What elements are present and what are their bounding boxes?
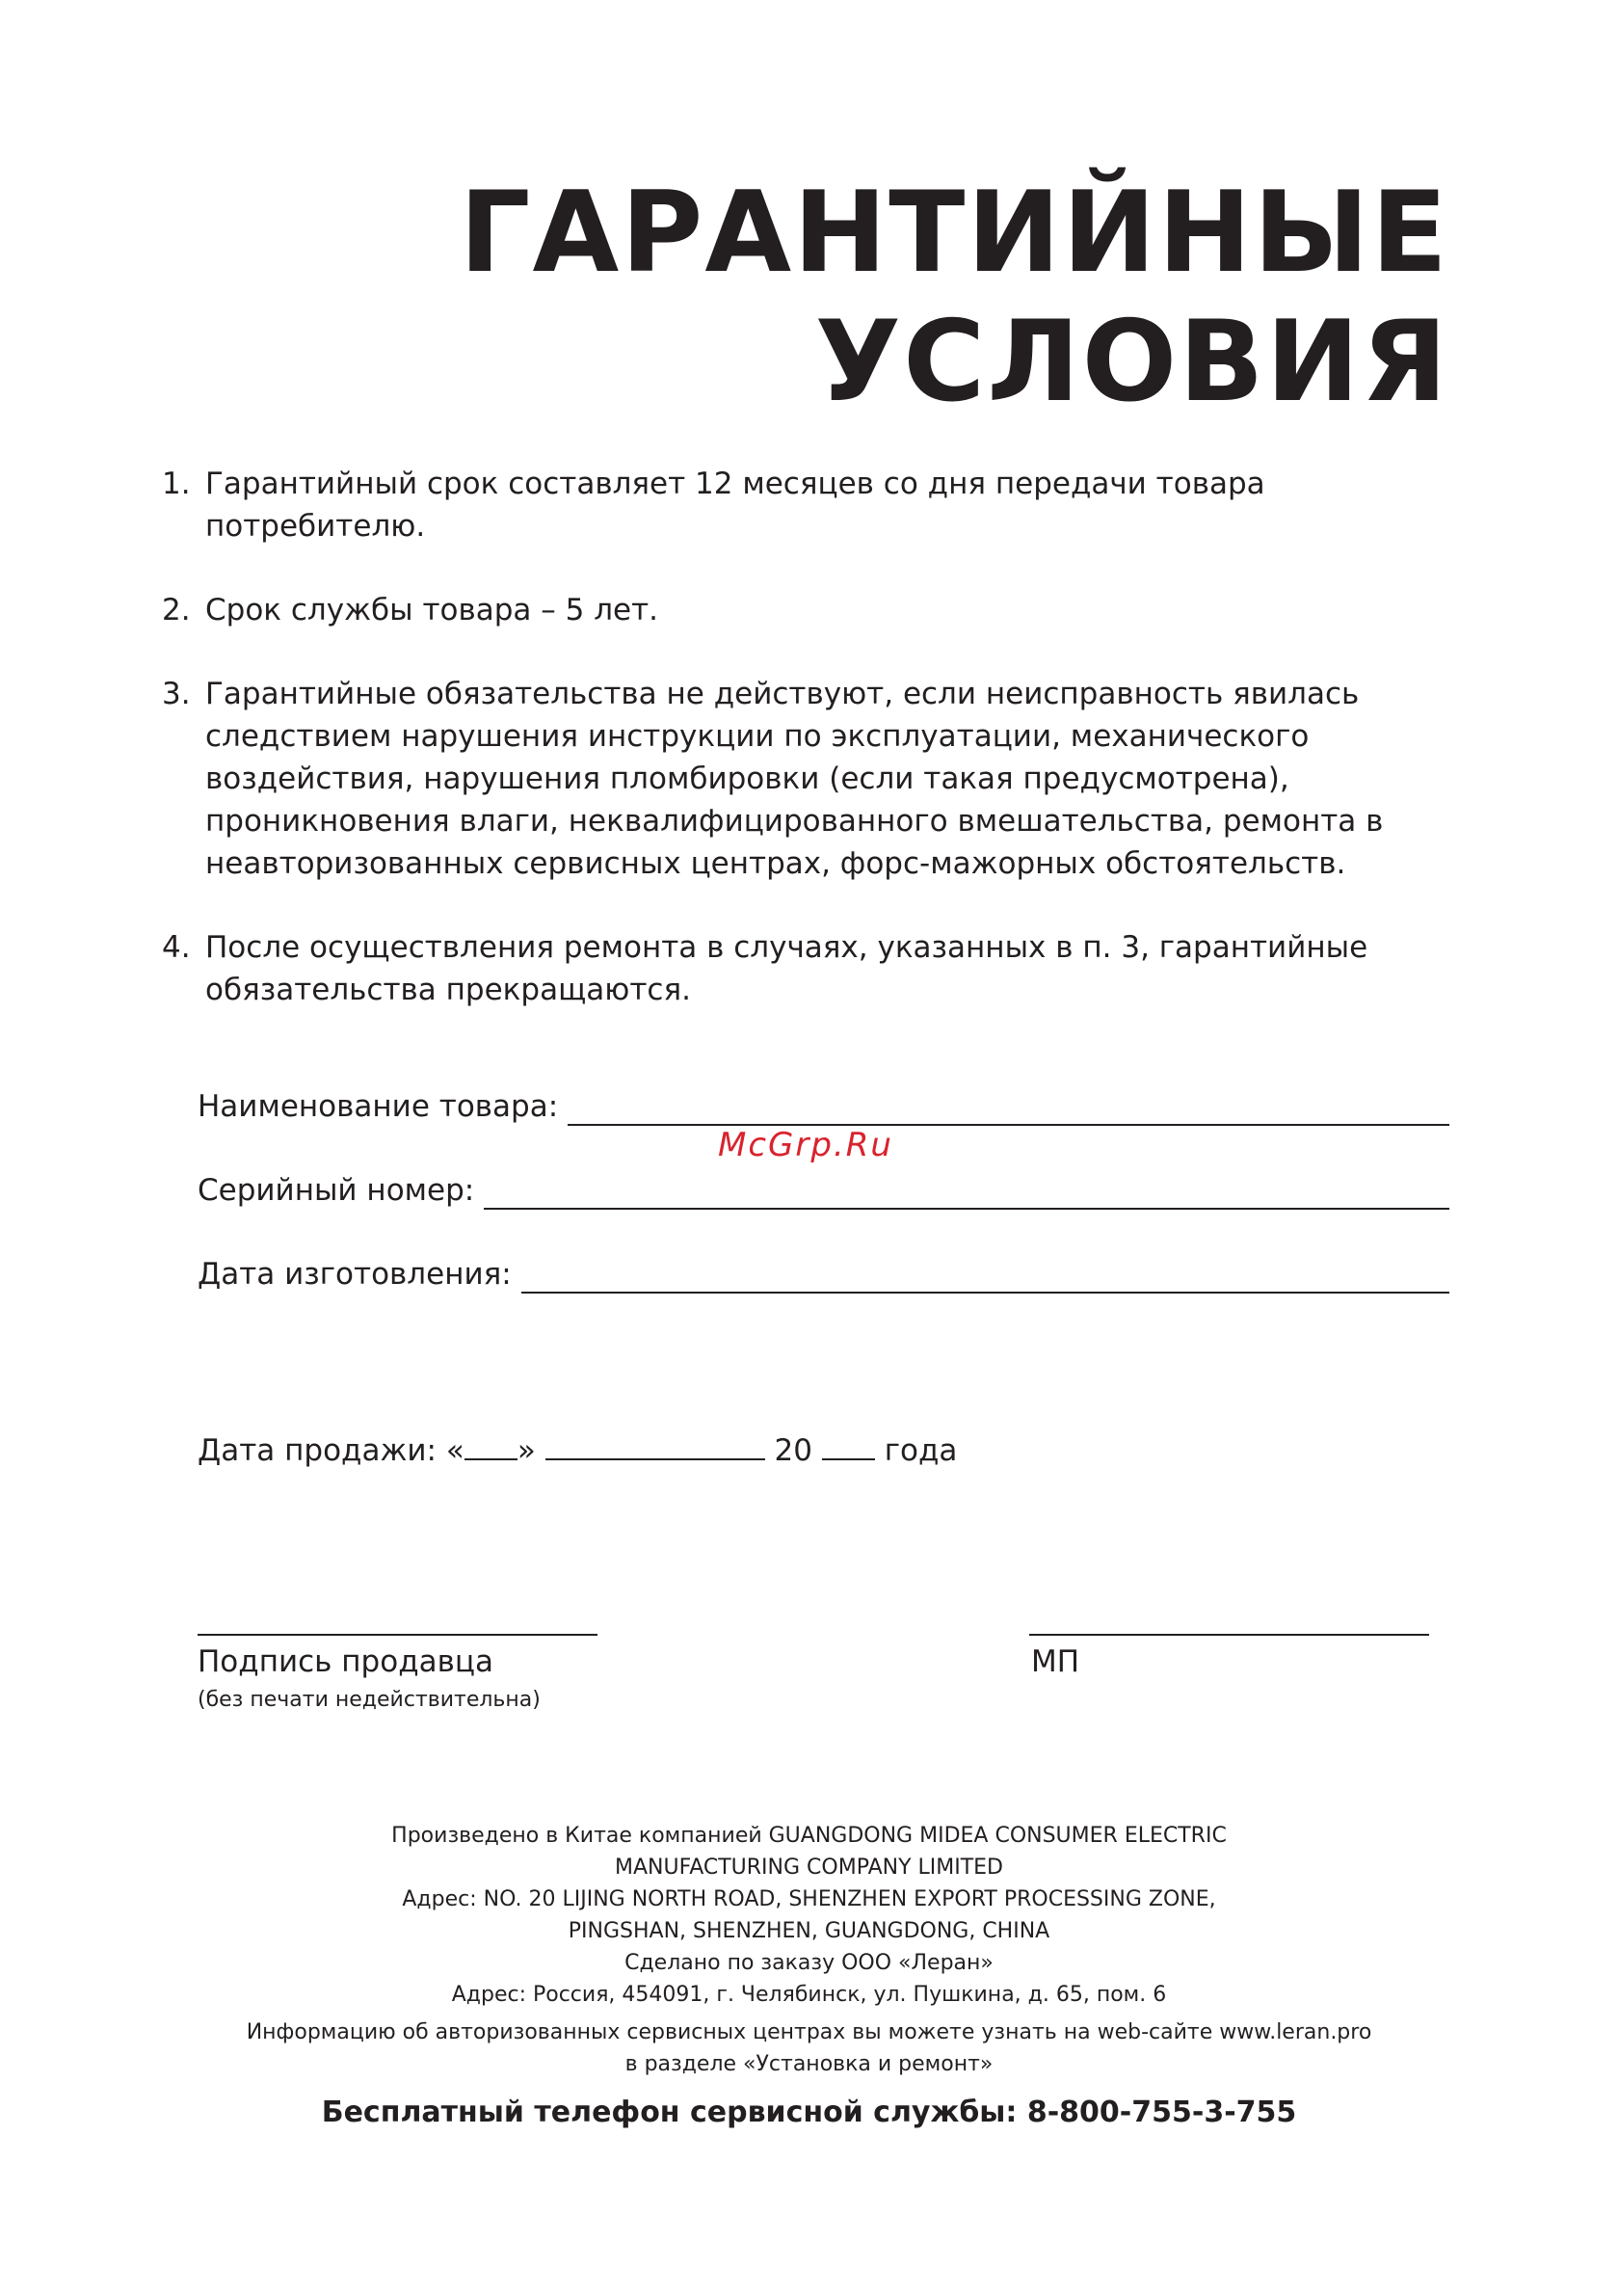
footer-line: Произведено в Китае компанией GUANGDONG MIDEA CONSUMER ELECTRIC [391, 1824, 1227, 1848]
product-name-field [198, 1087, 1449, 1126]
warranty-terms-list [162, 463, 1472, 1053]
title-line-1: ГАРАНТИЙНЫЕ [459, 168, 1449, 298]
sale-date-field [198, 1431, 957, 1470]
service-info-line: в разделе «Установка и ремонт» [624, 2052, 994, 2076]
product-name-line[interactable] [568, 1095, 1449, 1126]
term-text: Гарантийные обязательства не действуют, если неисправность явилась следствием нарушения инструкции по эксплуатации, механического воздействия, нарушения пломбировки (если такая предусмотрена), проникновения влаги, неквалифицированного вмешательства, ремонта в неавторизованных сервисных центрах, форс-мажорных обстоятельств. [205, 677, 1384, 881]
sale-month-blank[interactable] [545, 1431, 765, 1460]
seller-signature-note: (без печати недействительна) [198, 1688, 541, 1712]
manufacture-date-label: Дата изготовления: [198, 1257, 512, 1292]
footer-line: Адрес: Россия, 454091, г. Челябинск, ул. Пушкина, д. 65, пом. 6 [451, 1983, 1167, 2007]
term-number: 2. [162, 593, 191, 627]
sale-year-blank[interactable] [822, 1431, 875, 1460]
footer-line: MANUFACTURING COMPANY LIMITED [614, 1855, 1003, 1880]
manufacturer-info [0, 1820, 1618, 2080]
manufacture-date-line[interactable] [521, 1263, 1449, 1294]
seller-signature-label: Подпись продавца [198, 1644, 494, 1679]
service-hotline: Бесплатный телефон сервисной службы: 8-800-755-3-755 [321, 2096, 1297, 2129]
term-number: 4. [162, 930, 191, 965]
page-title [460, 169, 1449, 427]
stamp-line[interactable] [1029, 1634, 1429, 1636]
close-quote: » [517, 1433, 536, 1468]
product-name-label: Наименование товара: [198, 1089, 559, 1124]
year-word: года [884, 1433, 958, 1468]
serial-number-label: Серийный номер: [198, 1173, 475, 1208]
term-number: 3. [162, 677, 191, 711]
watermark: McGrp.Ru [718, 1126, 893, 1164]
term-number: 1. [162, 467, 191, 501]
term-item [162, 589, 1472, 631]
footer-line: Сделано по заказу ООО «Леран» [624, 1951, 994, 1975]
term-item [162, 926, 1472, 1011]
century-prefix: 20 [774, 1433, 812, 1468]
serial-number-field [198, 1171, 1449, 1210]
footer-line: PINGSHAN, SHENZHEN, GUANGDONG, CHINA [568, 1919, 1050, 1943]
seller-signature-line[interactable] [198, 1634, 597, 1636]
service-info-line: Информацию об авторизованных сервисных центрах вы можете узнать на web-сайте www.leran.pro [246, 2020, 1372, 2044]
open-quote: « [445, 1433, 464, 1468]
sale-day-blank[interactable] [464, 1431, 517, 1460]
stamp-label: МП [1031, 1644, 1080, 1679]
term-text: После осуществления ремонта в случаях, указанных в п. 3, гарантийные обязательства прекращаются. [205, 930, 1368, 1007]
term-item [162, 673, 1472, 885]
serial-number-line[interactable] [484, 1179, 1449, 1210]
manufacture-date-field [198, 1255, 1449, 1294]
term-text: Гарантийный срок составляет 12 месяцев со дня передачи товара потребителю. [205, 467, 1265, 544]
term-item [162, 463, 1472, 547]
title-line-2: УСЛОВИЯ [814, 297, 1449, 427]
term-text: Срок службы товара – 5 лет. [205, 593, 658, 627]
footer-line: Адрес: NO. 20 LIJING NORTH ROAD, SHENZHEN EXPORT PROCESSING ZONE, [402, 1887, 1216, 1911]
sale-date-label: Дата продажи: [198, 1433, 437, 1468]
